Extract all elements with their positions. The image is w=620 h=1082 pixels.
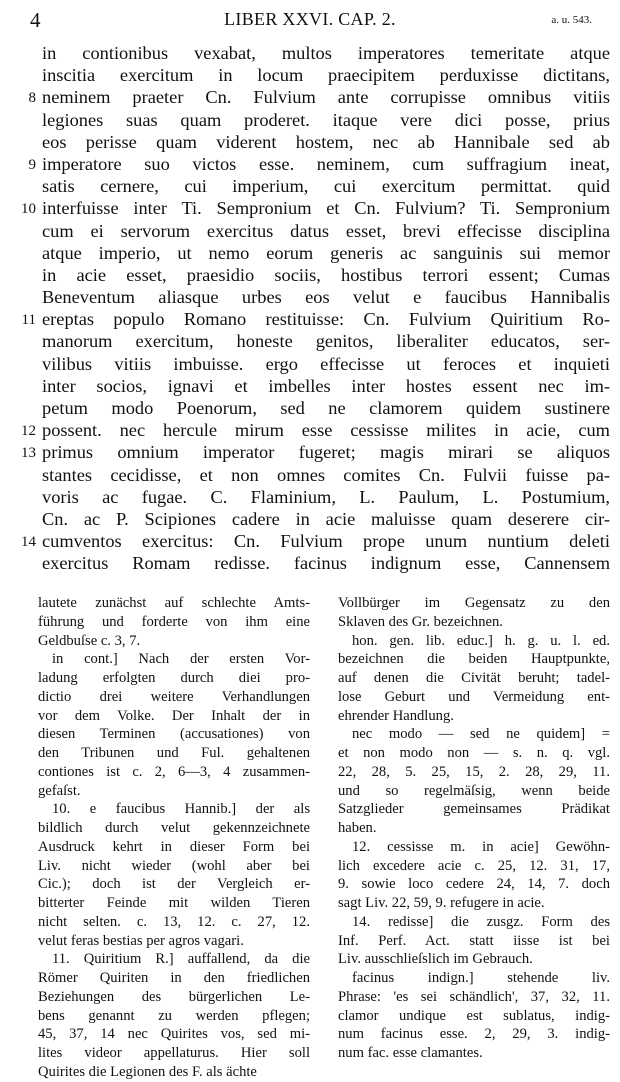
text-line: [0, 42, 620, 64]
note-line: Ausdruck kehrt in dieser Form bei: [38, 838, 310, 855]
line-text: petum modo Poenorum, sed ne clamorem quidem sustinere: [42, 398, 610, 418]
line-text: cum ei servorum exercitus datus esset, brevi effecisse disciplina: [42, 220, 610, 241]
text-line: [0, 397, 620, 419]
line-text: eos perisse quam viderent hostem, nec ab Hannibale sed ab: [42, 131, 610, 152]
line-text: Cn. ac P. Scipiones cadere in acie maluisse quam deserere cir-: [42, 508, 610, 529]
line-text: cumventos exercitus: Cn. Fulvium prope unum nuntium deleti: [42, 531, 610, 552]
line-text: ereptas populo Romano restituisse: Cn. Fulvium Quiritium Ro-: [42, 309, 610, 330]
line-text: voris ac fugae. C. Flaminium, L. Paulum, L. Postumium,: [42, 486, 610, 507]
text-line: [0, 197, 620, 219]
line-section-number: 11: [21, 312, 36, 329]
line-text: manorum exercitum, honeste genitos, liberaliter educatos, ser-: [42, 331, 610, 352]
note-line: bitterter Feinde mit wilden Tieren: [38, 895, 310, 911]
text-line: [0, 286, 620, 308]
line-text: atque imperio, ut nemo eorum generis ac sanguinis sui memor: [42, 242, 610, 263]
line-text: interfuisse inter Ti. Sempronium et Cn. Fulvium? Ti. Sempronium: [42, 198, 610, 219]
text-line: [0, 330, 620, 352]
line-text: stantes cecidisse, et non omnes comites Cn. Fulvii fuisse pa-: [42, 464, 610, 485]
note-line: bens genannt zu werden pflegen;: [38, 1007, 310, 1024]
line-text: imperatore suo victos esse. neminem, cum suffragium ineat,: [42, 153, 610, 174]
note-line: Römer Quiriten in den friedlichen: [38, 970, 310, 986]
note-line: nicht selten. c. 13, 12. c. 27, 12.: [38, 913, 310, 930]
running-header: [0, 8, 620, 32]
line-text: inter socios, ignavi et imbelles inter hostes essent nec im-: [42, 375, 610, 396]
line-text: neminem praeter Cn. Fulvium ante corrupisse omnibus vitiis: [42, 87, 610, 108]
text-line: [0, 109, 620, 131]
note-line: 11. Quiritium R.] auffallend, da die: [52, 951, 310, 968]
text-line: [0, 175, 620, 197]
note-line: gefaſst.: [38, 782, 81, 799]
text-line: [0, 308, 620, 330]
note-line: Quirites die Legionen des F. als ächte: [38, 1063, 257, 1080]
line-text: in acie esset, praesidio sociis, hostibus terrori essent; Cumas: [42, 264, 610, 285]
main-latin-text: [0, 42, 620, 575]
line-text: legiones suas quam proderet. itaque vere dici posse, prius: [42, 109, 610, 130]
note-line: 22, 28, 5. 25, 15, 2. 28, 29, 11.: [338, 763, 610, 780]
note-line: in cont.] Nach der ersten Vor-: [52, 651, 310, 668]
note-line: ehrender Handlung.: [338, 707, 454, 724]
note-line: dictio drei weitere Verhandlungen: [38, 688, 310, 705]
note-line: hon. gen. lib. educ.] h. g. u. l. ed.: [352, 632, 610, 649]
note-line: 10. e faucibus Hannib.] der als: [52, 801, 310, 818]
note-line: sagt Liv. 22, 59, 9. refugere in acie.: [338, 895, 545, 911]
line-section-number: 8: [28, 90, 36, 107]
note-line: führung und forderte von ihm eine: [38, 613, 310, 630]
note-line: auf denen die Civität beruht; tadel-: [338, 670, 610, 686]
line-section-number: 13: [21, 445, 36, 462]
line-text: Beneventum aliasque urbes eos velut e faucibus Hannibalis: [42, 287, 610, 308]
note-line: num facinus esse. 2, 29, 3. indig-: [338, 1026, 610, 1043]
note-line: lose Geburt und Vermeidung ent-: [338, 688, 610, 705]
line-section-number: 9: [28, 156, 36, 173]
line-section-number: 12: [21, 423, 36, 440]
note-line: den Tribunen und Ful. gehaltenen: [38, 745, 310, 761]
line-text: possent. nec hercule mirum esse cessisse milites in acie, cum: [42, 420, 610, 441]
line-text: in contionibus vexabat, multos imperatores temeritate atque: [42, 43, 610, 63]
note-line: diesen Terminen (accusationes) von: [38, 726, 310, 743]
year-marker: a. u. 543.: [551, 14, 592, 26]
text-line: [0, 530, 620, 552]
note-line: velut feras bestias per agros vagari.: [38, 932, 244, 949]
note-line: Beziehungen des bürgerlichen Le-: [38, 988, 310, 1005]
text-line: [0, 64, 620, 86]
line-section-number: 10: [21, 201, 36, 218]
text-line: [0, 486, 620, 508]
text-line: [0, 86, 620, 108]
note-line: Liv. ausschlieſslich im Gebrauch.: [338, 951, 533, 968]
note-line: Satzglieder gemeinsames Prädikat: [338, 801, 610, 818]
note-line: 14. redisse] die zusgz. Form des: [352, 913, 610, 930]
note-line: 45, 37, 14 nec Quirites vos, sed mi-: [38, 1026, 310, 1043]
note-line: lich excedere acie c. 25, 12. 31, 17,: [338, 857, 610, 874]
note-line: Liv. nicht wieder (wohl aber bei: [38, 857, 310, 874]
text-line: [0, 375, 620, 397]
page-number: 4: [30, 8, 41, 32]
note-line: Geldbuſse c. 3, 7.: [38, 632, 141, 649]
note-line: 12. cessisse m. in acie] Gewöhn-: [352, 838, 610, 855]
note-line: haben.: [338, 820, 377, 836]
note-line: num fac. esse clamantes.: [338, 1045, 483, 1061]
note-line: lautete zunächst auf schlechte Amts-: [38, 595, 310, 611]
line-text: vilibus vitiis imbuisse. ergo effecisse ut feroces et inquieti: [42, 353, 610, 374]
note-line: vor dem Volke. Der Inhalt der in: [38, 707, 310, 724]
text-line: [0, 508, 620, 530]
text-line: [0, 264, 620, 286]
note-line: und so regelmäſsig, wenn beide: [338, 782, 610, 799]
text-line: [0, 153, 620, 175]
notes-left-column: [38, 594, 310, 1082]
note-line: et non modo non — s. n. q. vgl.: [338, 745, 610, 761]
text-line: [0, 220, 620, 242]
text-line: [0, 242, 620, 264]
note-line: clamor undique est sublatus, indig-: [338, 1007, 610, 1024]
note-line: bildlich durch velut gekennzeichnete: [38, 820, 310, 836]
note-line: bezeichnen die beiden Hauptpunkte,: [338, 651, 610, 668]
line-section-number: 14: [21, 534, 36, 551]
note-line: 9. sowie loco cedere 24, 14, 7. doch: [338, 876, 610, 893]
note-line: ladung erfolgten durch diei pro-: [38, 670, 310, 686]
text-line: [0, 464, 620, 486]
text-line: [0, 441, 620, 463]
line-text: inscitia exercitum in locum praecipitem perduxisse dictitans,: [42, 65, 610, 86]
note-line: nec modo — sed ne quidem] =: [352, 726, 610, 743]
note-line: facinus indign.] stehende liv.: [352, 970, 610, 986]
notes-right-column: [338, 594, 610, 1063]
text-line: [0, 353, 620, 375]
line-text: satis cernere, cui imperium, cui exercitum permittat. quid: [42, 176, 610, 197]
note-line: Inf. Perf. Act. statt iisse ist bei: [338, 932, 610, 949]
line-text: primus omnium imperator fugeret; magis mirari se aliquos: [42, 442, 610, 463]
note-line: lites videor appellaturus. Hier soll: [38, 1045, 310, 1061]
text-line: [0, 552, 620, 574]
running-title: LIBER XXVI. CAP. 2.: [224, 9, 396, 29]
text-line: [0, 419, 620, 441]
note-line: Phrase: 'es sei schändlich', 37, 32, 11.: [338, 988, 610, 1005]
note-line: Sklaven des Gr. bezeichnen.: [338, 613, 503, 630]
line-text: exercitus Romam redisse. facinus indignum esse, Cannensem: [42, 553, 610, 574]
note-line: contiones ist c. 2, 6—3, 4 zusammen-: [38, 763, 310, 780]
text-line: [0, 131, 620, 153]
note-line: Cic.); doch ist der Vergleich er-: [38, 876, 310, 893]
note-line: Vollbürger im Gegensatz zu den: [338, 595, 610, 611]
